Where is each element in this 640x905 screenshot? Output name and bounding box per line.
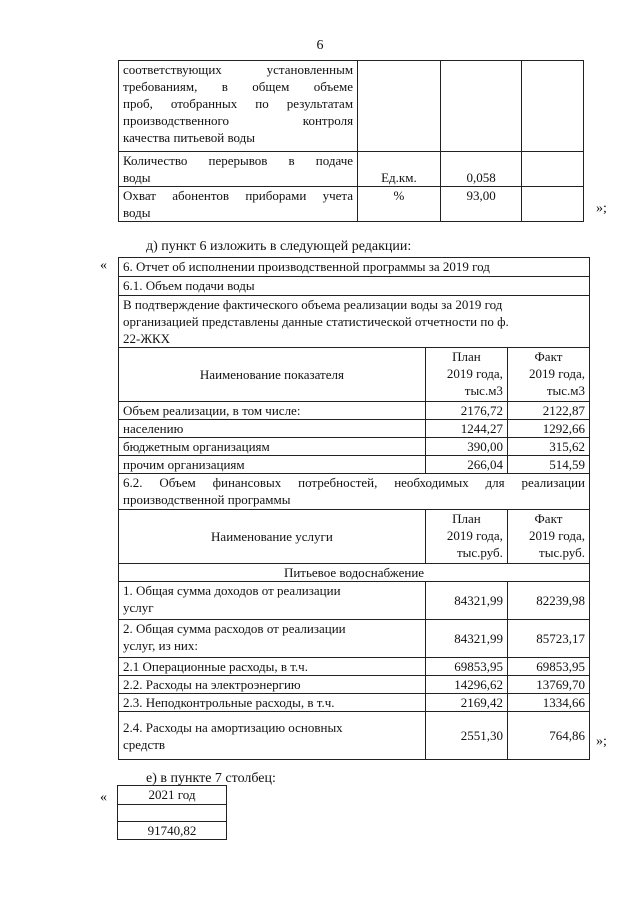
table-row: прочим организациям 266,04 514,59 (119, 456, 590, 474)
year-header: 2021 год (118, 786, 227, 805)
opening-quote-2: « (100, 258, 107, 273)
water-supply-subtitle: 6.1. Объем подачи воды (119, 277, 590, 296)
empty-cell (440, 61, 522, 152)
header-plan-cost: План 2019 года, тыс.руб. (425, 510, 507, 564)
empty-cell (118, 805, 227, 822)
intro-text: В подтверждение фактического объема реализации воды за 2019 год организацией представлены данные статистической отчетности по ф. 22-ЖКХ (119, 296, 590, 348)
metering-label: Охват абонентов приборами учета воды (119, 187, 358, 222)
table-row: 2.3. Неподконтрольные расходы, в т.ч. 2169,42 1334,66 (119, 694, 590, 712)
table-row: населению 1244,27 1292,66 (119, 420, 590, 438)
table-row: 2.2. Расходы на электроэнергию 14296,62 13769,70 (119, 676, 590, 694)
financial-subtitle: 6.2. Объем финансовых потребностей, необходимых для реализации производственной программы (119, 474, 590, 510)
year-value: 91740,82 (118, 822, 227, 840)
header-fact-volume: Факт 2019 года, тыс.м3 (507, 348, 589, 402)
empty-cell (522, 187, 584, 222)
quality-requirement-text: соответствующих установленным требованиям, в общем объеме проб, отобранных по результатам производственного контроля качества питьевой воды (119, 61, 358, 152)
page-number: 6 (316, 38, 324, 53)
interruptions-unit: Ед.км. (358, 152, 441, 187)
section-drinking-water: Питьевое водоснабжение (119, 564, 590, 582)
paragraph-d: д) пункт 6 изложить в следующей редакции: (146, 239, 412, 254)
table-row: 2.4. Расходы на амортизацию основных средств 2551,30 764,86 (119, 712, 590, 760)
table-row: 1. Общая сумма доходов от реализации услуг 84321,99 82239,98 (119, 582, 590, 620)
metering-unit: % (358, 187, 441, 222)
empty-cell (522, 61, 584, 152)
opening-quote-3: « (100, 790, 107, 805)
closing-quote-1: »; (596, 201, 607, 216)
header-fact-cost: Факт 2019 года, тыс.руб. (507, 510, 589, 564)
closing-quote-2: »; (596, 734, 607, 749)
table-row: бюджетным организациям 390,00 315,62 (119, 438, 590, 456)
interruptions-value: 0,058 (440, 152, 522, 187)
header-plan-volume: План 2019 года, тыс.м3 (425, 348, 507, 402)
empty-cell (522, 152, 584, 187)
column-2021-table (117, 785, 227, 840)
production-program-table (118, 257, 590, 760)
metering-value: 93,00 (440, 187, 522, 222)
report-title: 6. Отчет об исполнении производственной программы за 2019 год (119, 258, 590, 277)
header-service: Наименование услуги (119, 510, 426, 564)
interruptions-label: Количество перерывов в подаче воды (119, 152, 358, 187)
table-row: Объем реализации, в том числе: 2176,72 2122,87 (119, 402, 590, 420)
paragraph-e: е) в пункте 7 столбец: (146, 771, 276, 786)
table-row: 2. Общая сумма расходов от реализации услуг, из них: 84321,99 85723,17 (119, 620, 590, 658)
quality-table (118, 60, 584, 222)
empty-cell (358, 61, 441, 152)
table-row: 2.1 Операционные расходы, в т.ч. 69853,95 69853,95 (119, 658, 590, 676)
header-indicator: Наименование показателя (119, 348, 426, 402)
